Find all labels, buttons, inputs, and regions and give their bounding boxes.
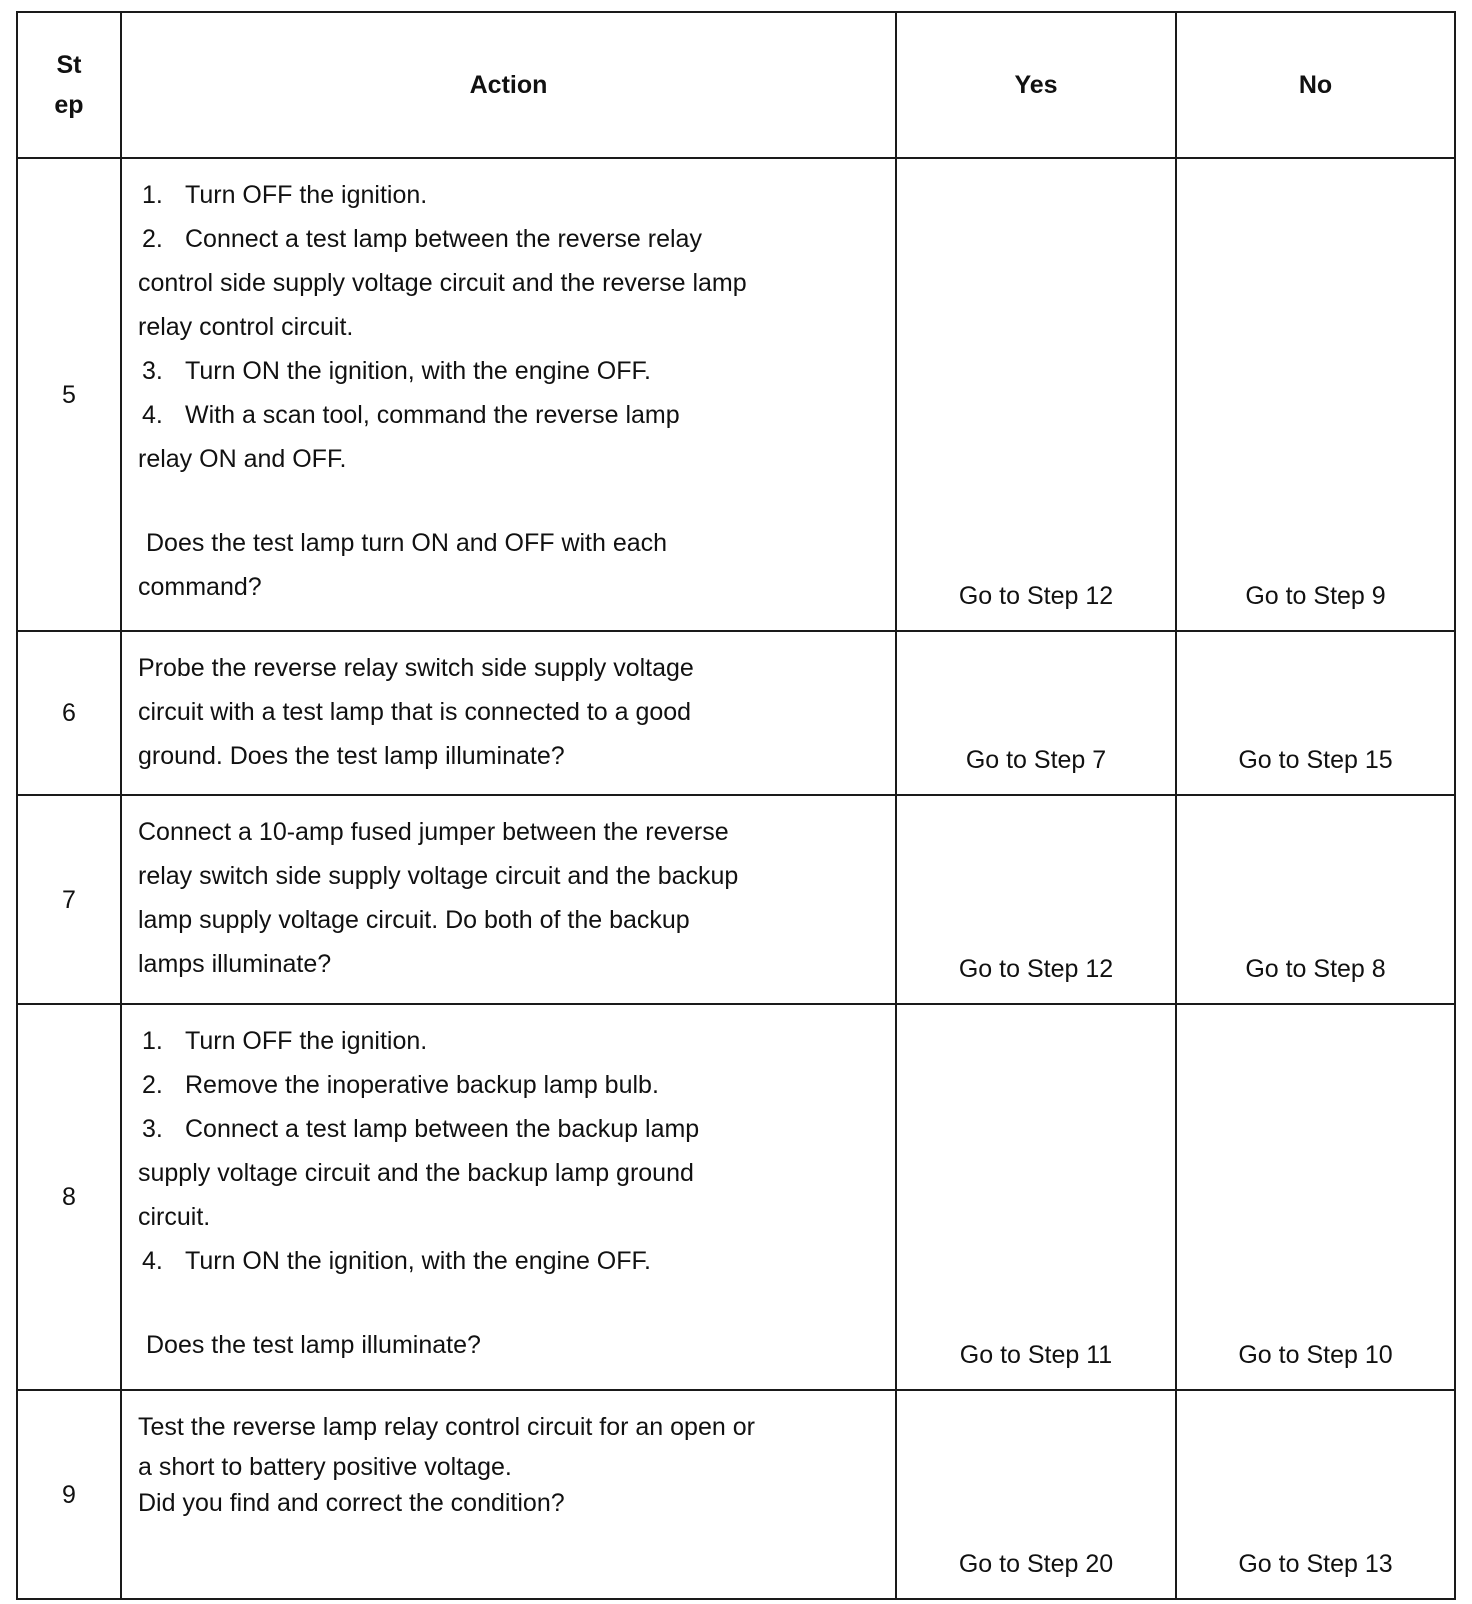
action-line: ground. Does the test lamp illuminate? [138,742,565,770]
list-item-continuation: relay ON and OFF. [138,445,347,473]
question-line: Does the test lamp turn ON and OFF with each [146,529,668,557]
question-line: command? [138,573,262,601]
list-item: 1. Turn OFF the ignition. [142,1027,428,1055]
table-row-step-9 [17,1390,1455,1599]
step-number: 5 [17,158,121,631]
action-line: Connect a 10-amp fused jumper between the reverse [138,818,729,846]
step-number: 8 [17,1004,121,1390]
step-number: 9 [17,1390,121,1599]
action-line: lamps illuminate? [138,950,332,978]
no-cell: Go to Step 9 [1176,158,1455,631]
action-line: relay switch side supply voltage circuit and the backup [138,862,739,890]
no-cell: Go to Step 13 [1176,1390,1455,1599]
header-no: No [1176,12,1455,158]
header-yes: Yes [896,12,1176,158]
action-cell [121,795,896,1004]
list-item: 4. Turn ON the ignition, with the engine OFF. [142,1247,651,1275]
no-cell: Go to Step 8 [1176,795,1455,1004]
list-item: 2. Connect a test lamp between the reverse relay [142,225,702,253]
action-cell [121,1390,896,1599]
header-step-line2: ep [54,91,84,119]
diagnostic-table [16,11,1456,1600]
table-row-step-6 [17,631,1455,795]
action-line: lamp supply voltage circuit. Do both of the backup [138,906,690,934]
list-item: 4. With a scan tool, command the reverse lamp [142,401,680,429]
step-number: 7 [17,795,121,1004]
list-item-continuation: control side supply voltage circuit and the reverse lamp [138,269,747,297]
list-item: 3. Connect a test lamp between the backup lamp [142,1115,700,1143]
list-item: 2. Remove the inoperative backup lamp bulb. [142,1071,659,1099]
header-step [17,12,121,158]
header-row [17,12,1455,158]
list-item-continuation: supply voltage circuit and the backup lamp ground [138,1159,694,1187]
yes-cell: Go to Step 20 [896,1390,1176,1599]
action-cell [121,1004,896,1390]
action-line: Probe the reverse relay switch side supply voltage [138,654,694,682]
action-line: Test the reverse lamp relay control circuit for an open or [138,1413,755,1441]
yes-cell: Go to Step 7 [896,631,1176,795]
question-line: Does the test lamp illuminate? [146,1331,481,1359]
list-item: 1. Turn OFF the ignition. [142,181,428,209]
header-step-line1: St [56,51,82,79]
table-row-step-8 [17,1004,1455,1390]
action-cell [121,631,896,795]
no-cell: Go to Step 10 [1176,1004,1455,1390]
no-cell: Go to Step 15 [1176,631,1455,795]
table-row-step-7 [17,795,1455,1004]
yes-cell: Go to Step 11 [896,1004,1176,1390]
table-row-step-5 [17,158,1455,631]
yes-cell: Go to Step 12 [896,158,1176,631]
header-action: Action [121,12,896,158]
action-line: circuit with a test lamp that is connected to a good [138,698,692,726]
action-line: Did you find and correct the condition? [138,1489,565,1517]
step-number: 6 [17,631,121,795]
action-cell [121,158,896,631]
yes-cell: Go to Step 12 [896,795,1176,1004]
list-item-continuation: relay control circuit. [138,313,354,341]
action-line: a short to battery positive voltage. [138,1453,512,1481]
list-item: 3. Turn ON the ignition, with the engine OFF. [142,357,651,385]
list-item-continuation: circuit. [138,1203,211,1231]
